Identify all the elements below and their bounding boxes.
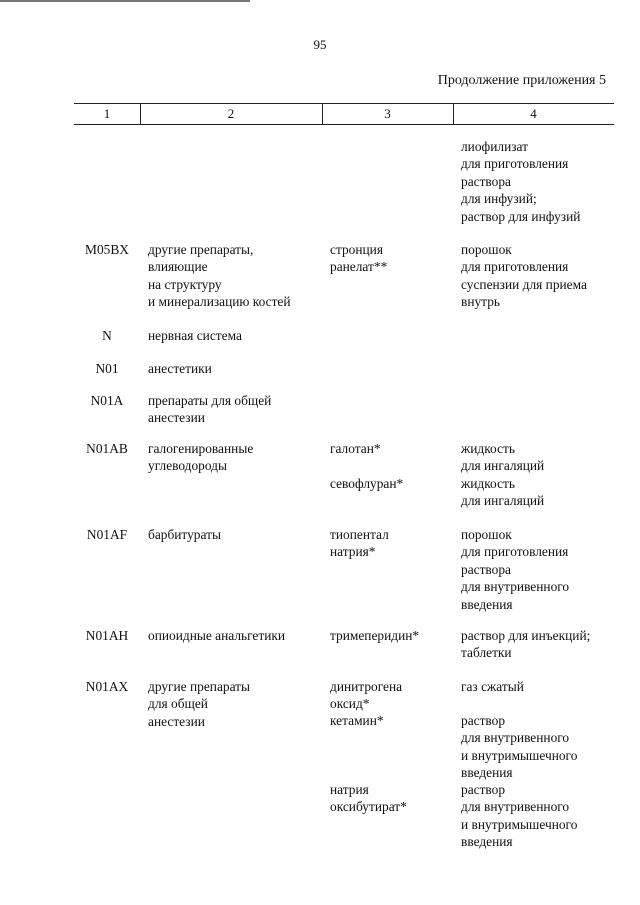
- dosage-form: лиофилизат для приготовления раствора для инфузий; раствор для инфузий: [461, 139, 581, 224]
- dosage-form: раствор для инъекций; таблетки: [461, 628, 591, 661]
- atc-code: N01AF: [86, 527, 128, 542]
- header-col-4: 4: [530, 106, 537, 121]
- atc-code: N01: [95, 361, 119, 376]
- drug-name: галотан*: [330, 441, 381, 456]
- atc-code: N: [102, 328, 112, 343]
- header-col-1: 1: [103, 106, 111, 121]
- atc-code: M05BX: [85, 242, 129, 257]
- drug-name: динитрогена оксид*: [330, 679, 403, 712]
- dosage-form: порошок для приготовления суспензии для приема внутрь: [461, 242, 587, 310]
- page-number: 95: [313, 37, 327, 52]
- dosage-form: раствор для внутривенного и внутримышечного введения: [461, 782, 578, 850]
- atc-group: опиоидные анальгетики: [148, 628, 286, 643]
- drug-name: севофлуран*: [330, 476, 404, 491]
- table-header: [74, 103, 614, 125]
- atc-group: барбитураты: [148, 527, 221, 542]
- drug-name: тиопентал натрия*: [330, 527, 389, 560]
- dosage-form: порошок для приготовления раствора для внутривенного введения: [461, 527, 570, 612]
- top-edge-line: [0, 0, 250, 2]
- atc-code: N01AH: [85, 628, 129, 643]
- dosage-form: жидкость для ингаляций: [461, 441, 545, 474]
- header-col-2: 2: [227, 106, 235, 121]
- drug-name: натрия oксибутират*: [330, 782, 407, 815]
- atc-group: нервная система: [148, 328, 242, 343]
- dosage-form: раствор для внутривенного и внутримышечного введения: [461, 713, 578, 781]
- dosage-form: газ сжатый: [461, 679, 524, 694]
- header-col-3: 3: [384, 106, 391, 121]
- atc-group: галогенированные углеводороды: [148, 441, 254, 474]
- drug-name: стронция ранелат**: [330, 242, 388, 275]
- drug-name: кетамин*: [330, 713, 384, 728]
- dosage-form: жидкость для ингаляций: [461, 476, 545, 509]
- atc-group: другие препараты, влияющие на структуру и минерализацию костей: [148, 242, 291, 310]
- drug-name: тримеперидин*: [330, 628, 420, 643]
- atc-group: анестетики: [148, 361, 212, 376]
- atc-group: препараты для общей анестезии: [148, 393, 272, 426]
- atc-code: N01A: [90, 393, 124, 408]
- atc-group: другие препараты для общей анестезии: [148, 679, 251, 729]
- atc-code: N01AX: [85, 679, 129, 694]
- atc-code: N01AB: [86, 441, 128, 456]
- continuation-heading: Продолжение приложения 5: [437, 73, 606, 88]
